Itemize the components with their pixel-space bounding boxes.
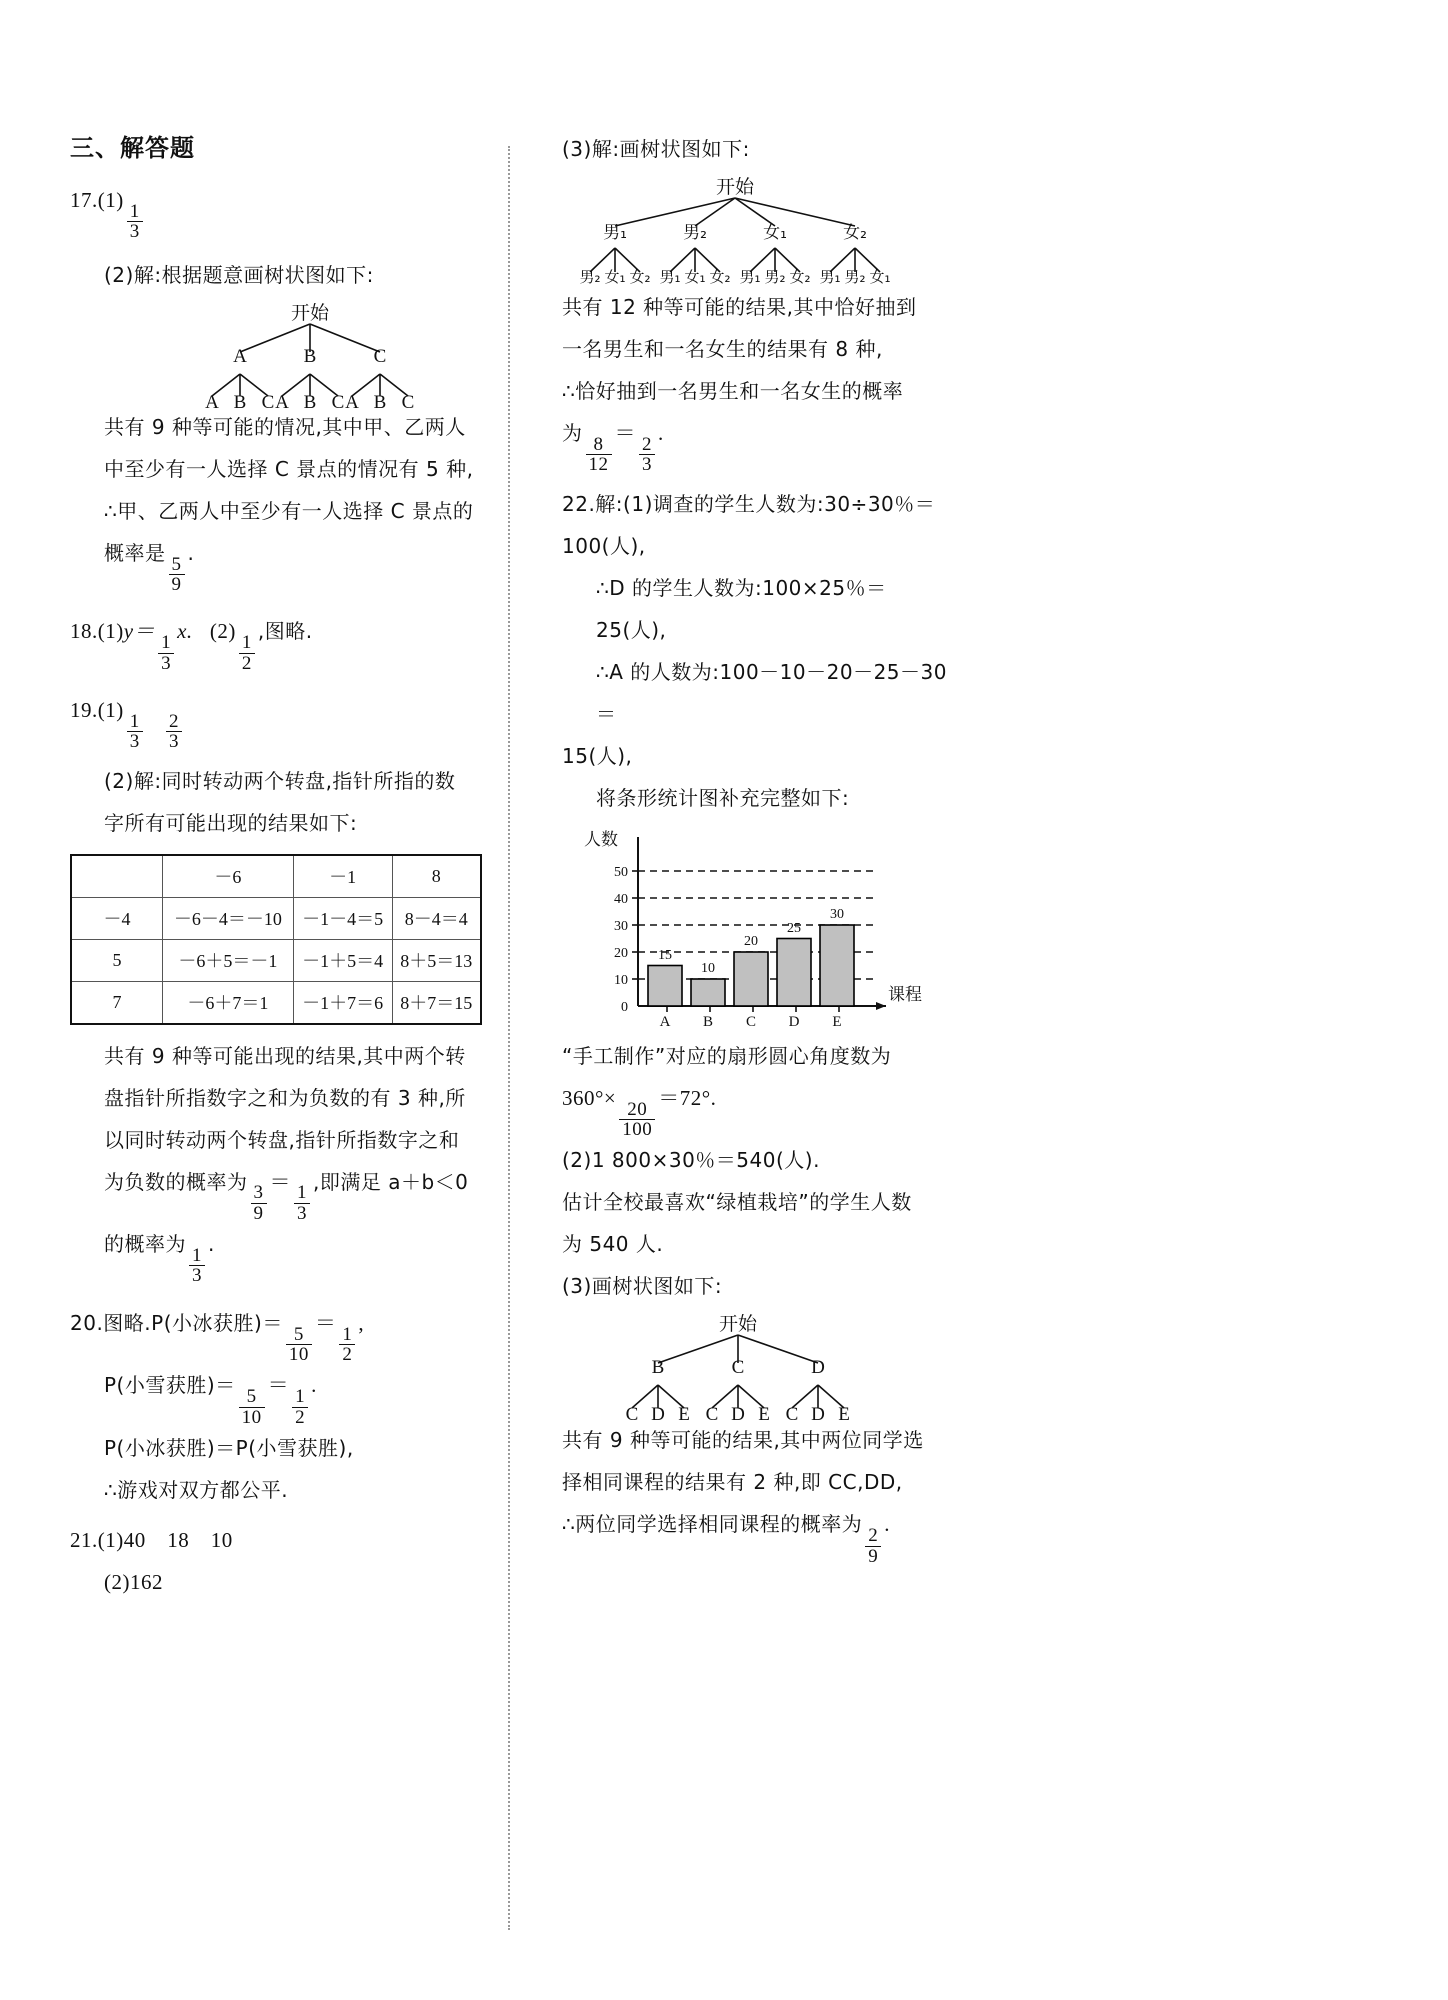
table-cell: 7	[71, 981, 163, 1024]
problem-19-part2-line1: (2)解:同时转动两个转盘,指针所指的数	[104, 768, 456, 793]
problem-19-concl-4: 为负数的概率为 $\frac{3}{9}$ ＝ $\frac{1}{3}$ ,即满足 a＋b＜0	[104, 1169, 469, 1224]
problem-18-equation-suffix: x.	[177, 619, 193, 644]
fraction-numerator: 2	[868, 1525, 879, 1547]
tree-leaf: E	[758, 1404, 770, 1426]
tree-leaf: A	[345, 391, 359, 413]
table-header-row	[71, 855, 481, 898]
fraction-numerator: 8	[593, 433, 604, 455]
fraction-two-ninths	[865, 1526, 881, 1566]
problem-22-line4: ∴A 的人数为:100－10－20－25－30＝	[596, 659, 947, 726]
fraction-one-third	[294, 1183, 310, 1223]
fraction-numerator: 1	[295, 1386, 306, 1408]
fraction-denominator: 3	[127, 731, 143, 751]
problem-22-line3: ∴D 的学生人数为:100×25％＝25(人),	[596, 575, 887, 642]
chart-bar-a	[648, 965, 682, 1006]
table-cell: 5	[71, 939, 163, 981]
tree-node-girl1: 女₁	[763, 223, 787, 243]
table-cell: －6＋5＝－1	[163, 939, 294, 981]
problem-22-end-2: 择相同课程的结果有 2 种,即 CC,DD,	[562, 1470, 903, 1495]
chart-value-c: 20	[744, 933, 758, 949]
chart-y-axis-label: 人数	[584, 829, 618, 850]
problem-19-concl-5: 的概率为 $\frac{1}{3}$ .	[104, 1232, 215, 1287]
fraction-denominator: 3	[158, 653, 174, 673]
chart-value-a: 15	[658, 947, 672, 963]
fraction-numerator: 5	[246, 1386, 257, 1408]
fraction-one-third	[158, 633, 174, 673]
fraction-denominator: 10	[239, 1407, 265, 1427]
table-cell: 8－4＝4	[392, 897, 481, 939]
problem-18-part2-suffix: ,图略.	[257, 619, 313, 644]
fraction-denominator: 9	[251, 1203, 267, 1223]
table-cell: －4	[71, 897, 163, 939]
chart-category-e: E	[832, 1013, 842, 1029]
tree-root-label: 开始	[718, 1313, 758, 1336]
tree-leaf: 女₂	[709, 268, 731, 286]
tree-node-girl2: 女₂	[843, 223, 867, 243]
problem-22-part2-line3: 为 540 人.	[562, 1232, 664, 1257]
problem-22-end-1: 共有 9 种等可能的结果,其中两位同学选	[562, 1428, 924, 1453]
problem-22-line6: 将条形统计图补充完整如下:	[596, 785, 850, 810]
fraction-denominator: 2	[339, 1344, 355, 1364]
table-cell: －1＋7＝6	[293, 981, 392, 1024]
tree-node-b: B	[651, 1357, 665, 1379]
problem-22-part2-line2: 估计全校最喜欢“绿植栽培”的学生人数	[562, 1190, 912, 1215]
tree-node-d: D	[811, 1357, 825, 1379]
fraction-numerator: 20	[627, 1098, 648, 1120]
fraction-denominator: 10	[286, 1344, 312, 1364]
tree-node-boy2: 男₂	[683, 223, 707, 243]
tree-leaf: 女₁	[684, 268, 706, 286]
problem-20-line3: P(小冰获胜)＝P(小雪获胜),	[104, 1436, 354, 1460]
problem-22-line2: 100(人),	[562, 533, 646, 558]
fraction-denominator: 3	[127, 221, 143, 241]
equals-sign: ＝	[314, 1310, 337, 1335]
tree-node-c: C	[731, 1357, 745, 1379]
fraction-numerator: 5	[293, 1323, 304, 1345]
tree-leaf: C	[625, 1404, 639, 1426]
fraction-numerator: 1	[129, 710, 140, 732]
problem-19-part1	[70, 689, 482, 752]
tree-leaf: 女₁	[869, 268, 891, 286]
problem-18	[70, 610, 482, 673]
tree-leaf: A	[205, 391, 219, 413]
problem-22-after-2	[562, 1077, 948, 1140]
problem-21-line1: 21.(1)40 18 10	[70, 1528, 233, 1552]
tree-leaf: 男₂	[844, 268, 866, 286]
fraction-numerator: 1	[161, 632, 172, 654]
fraction-denominator: 9	[169, 574, 185, 594]
angle-formula-suffix: ＝72°.	[658, 1085, 717, 1110]
tree-leaf: E	[838, 1404, 850, 1426]
tree-leaf: 女₂	[629, 268, 651, 286]
fraction-denominator: 3	[189, 1265, 205, 1285]
table-header-cell: －6	[163, 855, 294, 898]
chart-category-a: A	[659, 1013, 671, 1029]
problem-17-text-3: ∴甲、乙两人中至少有一人选择 C 景点的	[104, 498, 474, 523]
problem-21-line2: (2)162	[104, 1570, 163, 1594]
tree-node-c: C	[373, 345, 387, 367]
chart-bar-d	[777, 938, 811, 1006]
fraction-denominator: 12	[586, 454, 612, 474]
problem-21-3-text-2: 一名男生和一名女生的结果有 8 种,	[562, 337, 883, 361]
fraction-denominator: 9	[865, 1546, 881, 1566]
tree-root-label: 开始	[715, 176, 755, 198]
problem-17-text-1: 共有 9 种等可能的情况,其中甲、乙两人	[104, 414, 466, 439]
equals-sign: ＝	[267, 1373, 290, 1398]
problem-17-part1	[70, 179, 482, 242]
problem-18-part2-label: (2)	[209, 619, 236, 644]
fraction-twenty-hundredths	[619, 1100, 655, 1140]
fraction-two-thirds	[166, 712, 182, 752]
equals-sign: ＝	[614, 421, 636, 445]
fraction-one-third	[189, 1246, 205, 1286]
tree-node-a: A	[233, 345, 247, 367]
problem-21-3-text-1: 共有 12 种等可能的结果,其中恰好抽到	[562, 295, 917, 319]
problem-19-concl-3: 以同时转动两个转盘,指针所指数字之和	[104, 1127, 460, 1152]
problem-18-label: 18.(1)	[70, 619, 124, 644]
table-cell: －1－4＝5	[293, 897, 392, 939]
problem-22-after-1: “手工制作”对应的扇形圆心角度数为	[562, 1043, 892, 1068]
fraction-numerator: 1	[241, 632, 252, 654]
chart-bar-c	[734, 952, 768, 1006]
problem-22-part2-line1: (2)1 800×30％＝540(人).	[562, 1148, 820, 1173]
tree-leaf: 男₁	[739, 268, 761, 286]
problem-19-concl-2: 盘指针所指数字之和为负数的有 3 种,所	[104, 1085, 466, 1110]
fraction-numerator: 2	[642, 433, 652, 455]
fraction-denominator: 2	[239, 653, 255, 673]
tree-leaf: D	[651, 1404, 665, 1426]
problem-18-equation-prefix: y＝	[123, 619, 156, 644]
chart-value-b: 10	[701, 960, 715, 976]
tree-leaf: 男₂	[579, 268, 601, 286]
fraction-one-third	[127, 202, 143, 242]
tree-leaf: A	[275, 391, 289, 413]
table-header-cell: 8	[392, 855, 481, 898]
tree-leaf: E	[678, 1404, 690, 1426]
problem-22-part3-label: (3)画树状图如下:	[562, 1274, 723, 1299]
chart-ytick-30: 30	[614, 918, 628, 934]
chart-bar-e	[820, 925, 854, 1006]
chart-x-axis-label: 课程	[888, 984, 922, 1005]
tree-diagram-21-3	[570, 174, 900, 284]
tree-leaf: 男₂	[764, 268, 786, 286]
problem-22-line1: 22.解:(1)调查的学生人数为:30÷30％＝	[562, 491, 936, 516]
chart-ytick-0: 0	[621, 999, 628, 1015]
fraction-eight-twelfths	[586, 435, 612, 475]
section-heading: 三、解答题	[70, 134, 195, 162]
problem-22-end-3: ∴两位同学选择相同课程的概率为 $\frac{2}{9}$ .	[562, 1512, 890, 1567]
fraction-five-tenths	[286, 1325, 312, 1365]
tree-leaf: D	[731, 1404, 745, 1426]
tree-leaf: 女₂	[789, 268, 811, 286]
tree-node-boy1: 男₁	[603, 223, 627, 243]
chart-category-d: D	[788, 1013, 800, 1029]
fraction-numerator: 2	[169, 710, 179, 732]
problem-22-line5: 15(人),	[562, 743, 633, 768]
chart-ytick-20: 20	[614, 945, 628, 961]
tree-diagram-22-3	[602, 1311, 902, 1426]
fraction-five-ninths	[169, 555, 185, 595]
table-cell: －1＋5＝4	[293, 939, 392, 981]
fraction-one-half	[339, 1325, 355, 1365]
tree-leaf: C	[785, 1404, 799, 1426]
problem-21-3-text-3: ∴恰好抽到一名男生和一名女生的概率	[562, 379, 904, 403]
problem-17-label: 17.(1)	[70, 188, 124, 212]
table-cell: 8＋7＝15	[392, 981, 481, 1024]
tree-leaf: C	[261, 391, 275, 413]
table-cell: －6－4＝－10	[163, 897, 294, 939]
fraction-numerator: 1	[342, 1323, 353, 1345]
tree-leaf: B	[373, 391, 387, 413]
chart-bar-b	[691, 979, 725, 1006]
tree-leaf: 男₁	[819, 268, 841, 286]
table-row	[71, 897, 481, 939]
outcomes-table-19	[70, 854, 482, 1025]
tree-root-label: 开始	[290, 301, 330, 324]
chart-ytick-40: 40	[614, 891, 628, 907]
bar-chart-22	[576, 829, 922, 1029]
table-row	[71, 939, 481, 981]
fraction-numerator: 5	[171, 553, 182, 575]
tree-leaf: B	[233, 391, 247, 413]
fraction-five-tenths	[239, 1387, 265, 1427]
table-row	[71, 981, 481, 1024]
fraction-three-ninths	[251, 1183, 267, 1223]
problem-21-part3-label: (3)解:画树状图如下:	[562, 137, 750, 161]
problem-17-text-4: 概率是 $\frac{5}{9}$ .	[104, 540, 195, 595]
problem-20-line1: 20.图略.P(小冰获胜)＝ $\frac{5}{10}$ ＝ $\frac{1}{2}$ ,	[70, 1310, 365, 1365]
fraction-denominator: 100	[619, 1119, 655, 1139]
fraction-denominator: 3	[166, 731, 182, 751]
problem-19-part2-line2: 字所有可能出现的结果如下:	[104, 810, 358, 835]
fraction-denominator: 3	[639, 454, 655, 474]
fraction-numerator: 1	[192, 1245, 202, 1266]
table-cell: －6＋7＝1	[163, 981, 294, 1024]
problem-17-text-2: 中至少有一人选择 C 景点的情况有 5 种,	[104, 456, 474, 481]
problem-17-part2-label: (2)解:根据题意画树状图如下:	[104, 262, 374, 287]
angle-formula-prefix: 360°×	[562, 1085, 617, 1110]
fraction-one-half	[292, 1387, 308, 1427]
fraction-denominator: 3	[294, 1203, 310, 1223]
tree-leaf: C	[705, 1404, 719, 1426]
problem-21-3-text-4: 为 $\frac{8}{12}$ ＝ $\frac{2}{3}$ .	[562, 421, 664, 476]
right-column	[510, 128, 948, 1566]
table-cell: 8＋5＝13	[392, 939, 481, 981]
tree-leaf: B	[303, 391, 317, 413]
tree-leaf: 女₁	[604, 268, 626, 286]
equals-sign: ＝	[269, 1169, 291, 1194]
fraction-denominator: 2	[292, 1407, 308, 1427]
fraction-one-third	[127, 712, 143, 752]
fraction-numerator: 1	[297, 1182, 307, 1204]
fraction-one-half	[239, 633, 255, 673]
problem-20-line2: P(小雪获胜)＝ $\frac{5}{10}$ ＝ $\frac{1}{2}$ .	[104, 1373, 317, 1428]
problem-19-concl-1: 共有 9 种等可能出现的结果,其中两个转	[104, 1043, 466, 1068]
fraction-two-thirds	[639, 435, 655, 475]
tree-node-b: B	[303, 345, 317, 367]
table-header-cell	[71, 855, 163, 898]
two-column-layout	[70, 128, 1378, 1940]
table-header-cell: －1	[293, 855, 392, 898]
fraction-numerator: 1	[129, 200, 140, 222]
tree-leaf: D	[811, 1404, 825, 1426]
problem-20-line4: ∴游戏对双方都公平.	[104, 1478, 289, 1502]
chart-ytick-10: 10	[614, 972, 628, 988]
chart-value-e: 30	[830, 906, 844, 922]
chart-value-d: 25	[787, 920, 801, 936]
tree-leaf: C	[331, 391, 345, 413]
tree-leaf: C	[401, 391, 415, 413]
fraction-numerator: 3	[253, 1182, 264, 1204]
chart-ytick-50: 50	[614, 864, 628, 880]
tree-diagram-17	[160, 300, 460, 413]
left-column	[70, 128, 508, 1603]
problem-19-label: 19.(1)	[70, 697, 124, 722]
chart-category-b: B	[702, 1013, 714, 1029]
chart-canvas	[576, 829, 916, 1029]
tree-leaf: 男₁	[659, 268, 681, 286]
chart-category-c: C	[745, 1013, 757, 1029]
